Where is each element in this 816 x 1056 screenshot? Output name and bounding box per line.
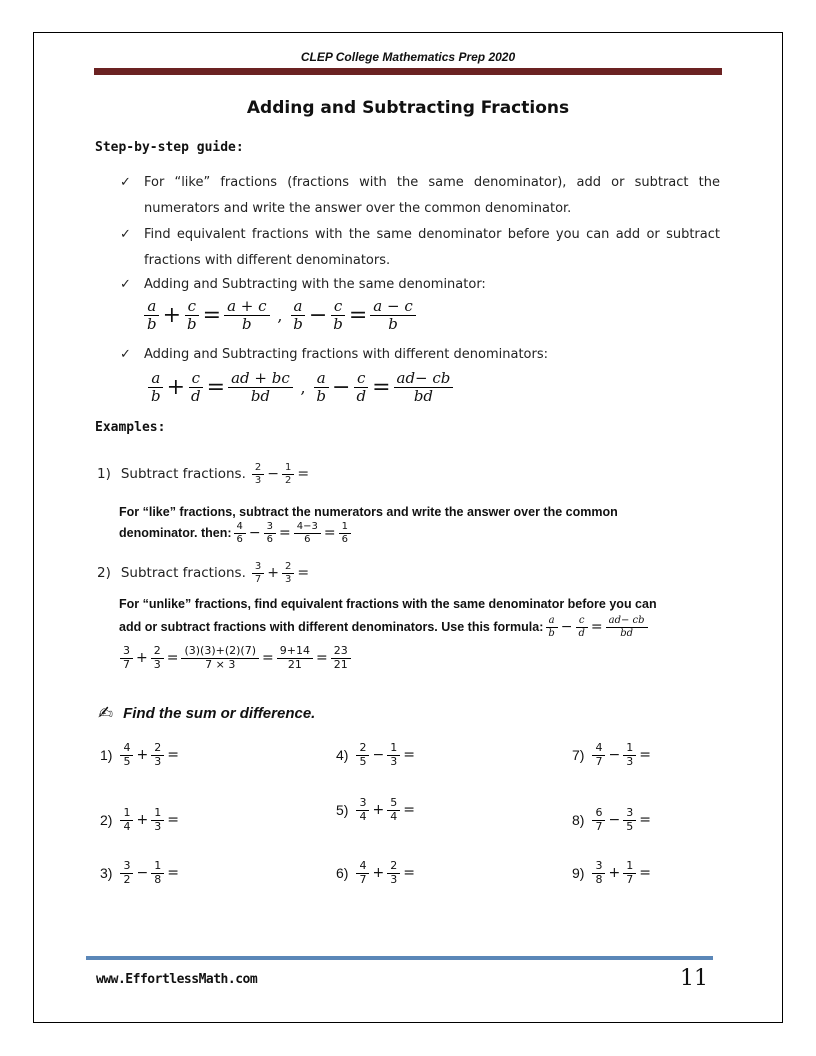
formula-different-denominators: $\frac{a}{b}$ + $\frac{c}{d}$ = $\frac{ad + bc}{bd}$ , $\frac{a}{b}$ − $\frac{c}{d}$ = $\frac{ad- cb}{bd}$ [146, 370, 455, 406]
bullet-text: Adding and Subtracting fractions with different denominators: [144, 347, 548, 362]
check-icon: ✓ [120, 277, 131, 292]
page-number: 11 [680, 966, 708, 991]
check-icon: ✓ [120, 175, 131, 190]
problem-number: 6) [336, 865, 349, 882]
example-1-solution: denominator. then: $\frac{4}{6}$ − $\frac{3}{6}$ = $\frac{4-3}{6}$ = $\frac{1}{6}$ [119, 520, 353, 546]
check-icon: ✓ [120, 227, 131, 242]
exercise-problem: 6) $\frac{4}{7}$ + $\frac{2}{3}$ = [336, 859, 415, 886]
example-2-question: 2) Subtract fractions. $\frac{3}{7}$ + $\frac{2}{3}$ = [97, 561, 310, 585]
bullet-text: Adding and Subtracting with the same denominator: [144, 277, 486, 292]
bullet-text: Find equivalent fractions with the same denominator before you can add or subtract fractions with different denominators. [144, 227, 720, 268]
exercise-problem: 7) $\frac{4}{7}$ − $\frac{1}{3}$ = [572, 741, 651, 768]
exercise-problem: 8) $\frac{6}{7}$ − $\frac{3}{5}$ = [572, 806, 651, 833]
problem-number: 2) [100, 812, 113, 829]
exercise-problem: 3) $\frac{3}{2}$ − $\frac{1}{8}$ = [100, 859, 179, 886]
header-divider [94, 68, 722, 75]
problem-number: 4) [336, 747, 349, 764]
example-2-explanation: For “unlike” fractions, find equivalent fractions with the same denominator before you can [119, 597, 657, 611]
footer-url: www.EffortlessMath.com [96, 972, 258, 987]
example-1-question: 1) Subtract fractions. $\frac{2}{3}$ − $\frac{1}{2}$ = [97, 462, 310, 486]
guide-bullet [120, 272, 720, 298]
check-icon: ✓ [120, 347, 131, 362]
exercise-problem: 4) $\frac{2}{5}$ − $\frac{1}{3}$ = [336, 741, 415, 768]
example-1-explanation: For “like” fractions, subtract the numerators and write the answer over the common [119, 505, 618, 519]
example-2-solution: $\frac{3}{7}$ + $\frac{2}{3}$ = $\frac{(3)(3)+(2)(7)}{7 \times 3}$ = $\frac{9+14}{21}$ = $\frac{23}{21}$ [118, 645, 353, 671]
exercise-problem: 2) $\frac{1}{4}$ + $\frac{1}{3}$ = [100, 806, 179, 833]
problem-number: 7) [572, 747, 585, 764]
guide-heading: Step-by-step guide: [95, 140, 244, 155]
problem-number: 1) [100, 747, 113, 764]
example-2-formula-line: add or subtract fractions with different denominators. Use this formula: $\frac{a}{b}$ − $\frac{c}{d}$ = $\frac{ad- cb}{bd}$ [119, 614, 650, 640]
guide-bullet [120, 170, 720, 222]
exercise-header [98, 703, 315, 724]
problem-number: 3) [100, 865, 113, 882]
exercise-problem: 9) $\frac{3}{8}$ + $\frac{1}{7}$ = [572, 859, 651, 886]
exercise-problem: 5) $\frac{3}{4}$ + $\frac{5}{4}$ = [336, 796, 415, 823]
problem-number: 8) [572, 812, 585, 829]
guide-bullet [120, 222, 720, 274]
exercise-instruction: Find the sum or difference. [123, 705, 316, 722]
problem-number: 9) [572, 865, 585, 882]
footer-divider [86, 956, 713, 960]
exercise-problem: 1) $\frac{4}{5}$ + $\frac{2}{3}$ = [100, 741, 179, 768]
guide-bullet [120, 342, 720, 368]
formula-same-denominator: $\frac{a}{b}$ + $\frac{c}{b}$ = $\frac{a + c}{b}$ , $\frac{a}{b}$ − $\frac{c}{b}$ = $\frac{a - c}{b}$ [142, 298, 418, 334]
page-title: Adding and Subtracting Fractions [246, 98, 570, 118]
pencil-icon: ✍ [98, 703, 114, 724]
examples-heading: Examples: [95, 420, 166, 435]
bullet-text: For “like” fractions (fractions with the same denominator), add or subtract the numerators and write the answer over the common denominator. [144, 175, 720, 216]
book-title: CLEP College Mathematics Prep 2020 [300, 50, 516, 64]
problem-number: 5) [336, 802, 349, 819]
